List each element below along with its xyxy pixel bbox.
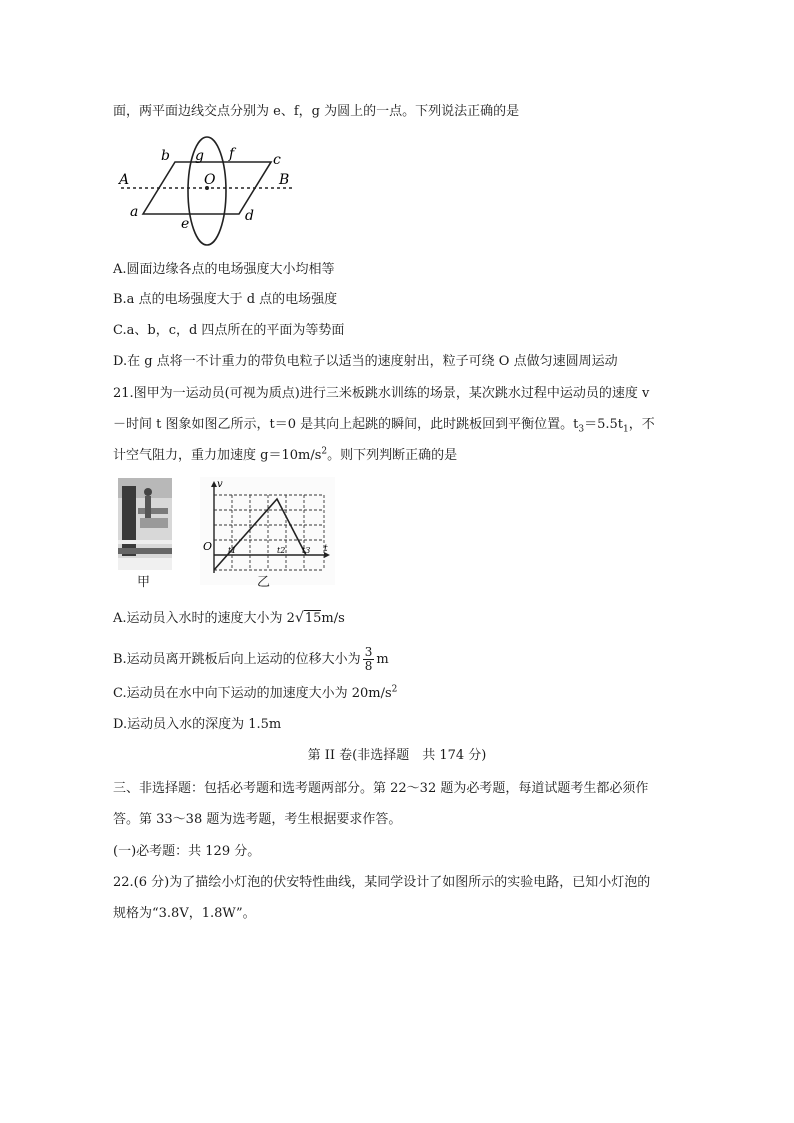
- label-g: g: [195, 148, 204, 164]
- graph-label-t2: t2: [277, 546, 286, 555]
- q20-option-d: D.在 g 点将一不计重力的带负电粒子以适当的速度射出，粒子可绕 O 点做匀速圆周运动: [113, 354, 618, 369]
- label-f: f: [229, 146, 235, 162]
- section3-line2: 答。第 33～38 题为选考题，考生根据要求作答。: [113, 812, 402, 827]
- vt-graph: [200, 477, 335, 585]
- graph-caption: 乙: [257, 575, 271, 590]
- photo-caption: 甲: [137, 575, 151, 590]
- required-heading: (一)必考题：共 129 分。: [113, 844, 261, 859]
- q21-line1: 21.图甲为一运动员(可视为质点)进行三米板跳水训练的场景，某次跳水过程中运动员的速度 v: [113, 386, 650, 401]
- part2-title: 第 II 卷(非选择题 共 174 分): [307, 748, 487, 763]
- graph-label-o: O: [203, 540, 213, 553]
- circle-plane: [188, 137, 226, 245]
- q21-line2: －时间 t 图象如图乙所示，t＝0 是其向上起跳的瞬间，此时跳板回到平衡位置。$t_3=5.5t_1$，不: [113, 417, 655, 435]
- label-O: O: [204, 172, 216, 188]
- graph-label-t: t: [324, 544, 328, 554]
- q21-option-b: B.运动员离开跳板后向上运动的位移大小为 $\frac{3}{8}$ m: [113, 645, 389, 673]
- q22-line1: 22.(6 分)为了描绘小灯泡的伏安特性曲线，某同学设计了如图所示的实验电路，已知小灯泡的: [113, 875, 651, 890]
- q21-option-a: A.运动员入水时的速度大小为 2√15m/s: [113, 610, 345, 626]
- graph-label-v: v: [217, 479, 223, 490]
- q20-figure: [113, 136, 303, 250]
- q22-line2: 规格为“3.8V，1.8W”。: [113, 906, 256, 921]
- q20-option-a: A.圆面边缘各点的电场强度大小均相等: [113, 262, 335, 277]
- q21-option-c: C.运动员在水中向下运动的加速度大小为 $20m/s^2$: [113, 684, 398, 701]
- label-b: b: [161, 148, 170, 164]
- label-B: B: [279, 172, 290, 188]
- label-e: e: [181, 216, 190, 232]
- label-a: a: [130, 204, 139, 220]
- label-d: d: [245, 208, 254, 224]
- label-c: c: [273, 152, 281, 168]
- q20-stem-tail: 面，两平面边线交点分别为 e、f，g 为圆上的一点。下列说法正确的是: [113, 104, 520, 119]
- q20-option-c: C.a、b，c，d 四点所在的平面为等势面: [113, 323, 345, 338]
- q21-line3: 计空气阻力，重力加速度 $g=10m/s^2$。则下列判断正确的是: [113, 446, 458, 463]
- q21-option-d: D.运动员入水的深度为 1.5m: [113, 717, 282, 732]
- graph-label-t1: t1: [228, 546, 237, 555]
- label-A: A: [119, 172, 130, 188]
- section3-line1: 三、非选择题：包括必考题和选考题两部分。第 22～32 题为必考题，每道试题考生都必须作: [113, 781, 649, 796]
- graph-label-t3: t3: [302, 546, 311, 555]
- q20-option-b: B.a 点的电场强度大于 d 点的电场强度: [113, 292, 338, 307]
- diver-photo: [118, 478, 172, 570]
